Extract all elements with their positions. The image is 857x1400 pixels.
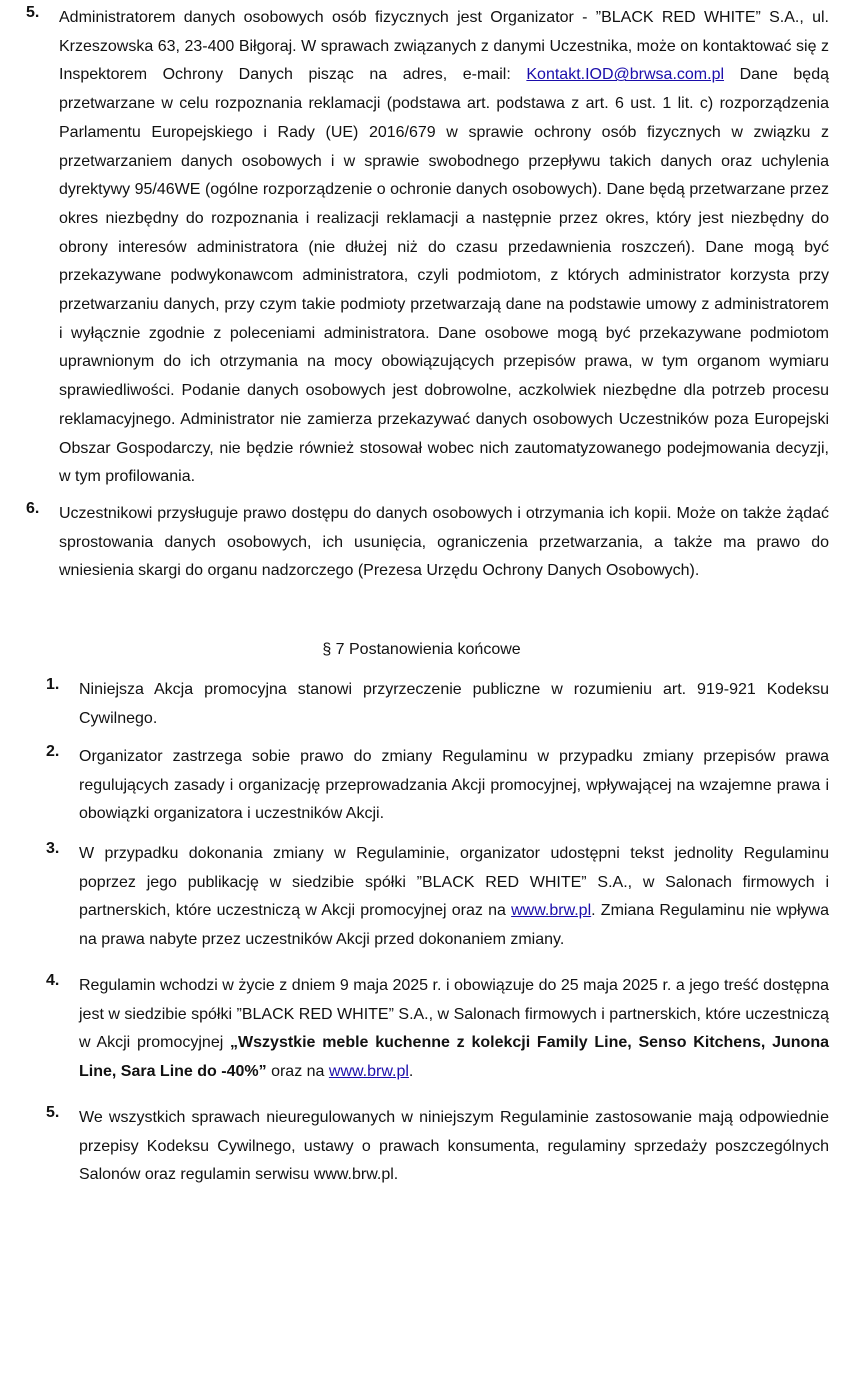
item-number: 5. [26,4,40,21]
item-number: 2. [46,743,60,760]
email-link[interactable]: Kontakt.IOD@brwsa.com.pl [526,66,725,84]
list-item [26,4,829,492]
list-item [26,500,829,586]
item-text: Uczestnikowi przysługuje prawo dostępu do danych osobowych i otrzymania ich kopii. Może on także żądać sprostowania danych osobowych, ich usunięcia, ograniczenia przetwarzania, a także ma prawo do wniesienia skargi do organu nadzorczego (Prezesa Urzędu Ochrony Danych Osobowych). [59,505,829,580]
item-number: 1. [46,676,60,693]
item-text-part: oraz na [271,1063,325,1081]
item-text-part: . [408,1063,414,1081]
list-item [46,972,829,1087]
website-link[interactable]: www.brw.pl [511,902,592,920]
list-item [46,1104,829,1190]
item-number: 4. [46,972,60,989]
item-text: Organizator zastrzega sobie prawo do zmiany Regulaminu w przypadku zmiany przepisów prawa regulujących zasady i organizację przeprowadzania Akcji promocyjnej, wpływającej na wzajemne prawa i obowiązki organizatora i uczestników Akcji. [79,748,829,823]
item-text-part: Dane będą przetwarzane w celu rozpoznania reklamacji (podstawa art. podstawa z art. 6 ust. 1 lit. c) rozporządzenia Parlamentu Europejskiego i Rady (UE) 2016/679 w sprawie ochrony osób fizycznych w związku z przetwarzaniem danych osobowych i w sprawie swobodnego przepływu takich danych oraz uchylenia dyrektywy 95/46WE (ogólne rozporządzenie o ochronie danych osobowych). Dane będą przetwarzane przez okres niezbędny do rozpoznania i realizacji reklamacji a następnie przez okres, który jest niezbędny do obrony interesów administratora (nie dłużej niż do czasu przedawnienia roszczeń). Dane mogą być przekazywane podwykonawcom administratora, czyli podmiotom, z których administrator korzysta przy przetwarzaniu danych, przy czym takie podmioty przetwarzają dane na podstawie umowy z administratorem i wyłącznie zgodnie z poleceniami administratora. Dane osobowe mogą być przekazywane podmiotom uprawnionym do ich otrzymania na mocy obowiązujących przepisów prawa, w tym organom wymiaru sprawiedliwości. Podanie danych osobowych jest dobrowolne, aczkolwiek niezbędne dla potrzeb procesu reklamacyjnego. Administrator nie zamierza przekazywać danych osobowych Uczestników poza Europejski Obszar Gospodarczy, nie będzie również stosował wobec nich zautomatyzowanego podejmowania decyzji, w tym profilowania. [59,66,830,486]
list-item [46,743,829,829]
item-text-part: Regulamin wchodzi w życie z dniem 9 maja 2025 r. i obowiązuje do 25 maja 2025 r. a jego treść dostępna jest w siedzibie spółki ”BLACK RED WHITE” S.A., w Salonach firmowych i partnerskich, które uczestniczą w Akcji promocyjnej [79,977,829,1052]
item-text [79,972,829,1087]
website-link[interactable]: www.brw.pl [328,1063,409,1081]
item-text-part: W przypadku dokonania zmiany w Regulaminie, organizator udostępni tekst jednolity Regulaminu poprzez jego publikację w siedzibie spółki ”BLACK RED WHITE” S.A., w Salonach firmowych i partnerskich, które uczestniczą w Akcji promocyjnej oraz na [79,845,829,920]
section-heading: § 7 Postanowienia końcowe [322,641,521,658]
item-text: Niniejsza Akcja promocyjna stanowi przyrzeczenie publiczne w rozumieniu art. 919-921 Kodeksu Cywilnego. [79,681,829,727]
item-text [79,840,829,955]
item-text [59,4,829,492]
item-number: 3. [46,840,60,857]
item-text-part: . Zmiana Regulaminu nie wpływa na prawa nabyte przez uczestników Akcji przed dokonaniem zmiany. [79,902,829,949]
list-item [46,840,829,955]
list-item [46,676,829,733]
item-text-part: Administratorem danych osobowych osób fizycznych jest Organizator - ”BLACK RED WHITE” S.A., ul. Krzeszowska 63, 23-400 Biłgoraj. W sprawach związanych z danymi Uczestnika, może on kontaktować się z Inspektorem Ochrony Danych pisząc na adres, e-mail: [59,9,829,84]
item-number: 6. [26,500,40,517]
item-number: 5. [46,1104,60,1121]
item-text: We wszystkich sprawach nieuregulowanych w niniejszym Regulaminie zastosowanie mają odpowiednie przepisy Kodeksu Cywilnego, ustawy o prawach konsumenta, regulaminy sprzedaży poszczególnych Salonów oraz regulamin serwisu www.brw.pl. [79,1109,829,1184]
promotion-name: „Wszystkie meble kuchenne z kolekcji Family Line, Senso Kitchens, Junona Line, Sara Line do -40%” [79,1034,829,1081]
